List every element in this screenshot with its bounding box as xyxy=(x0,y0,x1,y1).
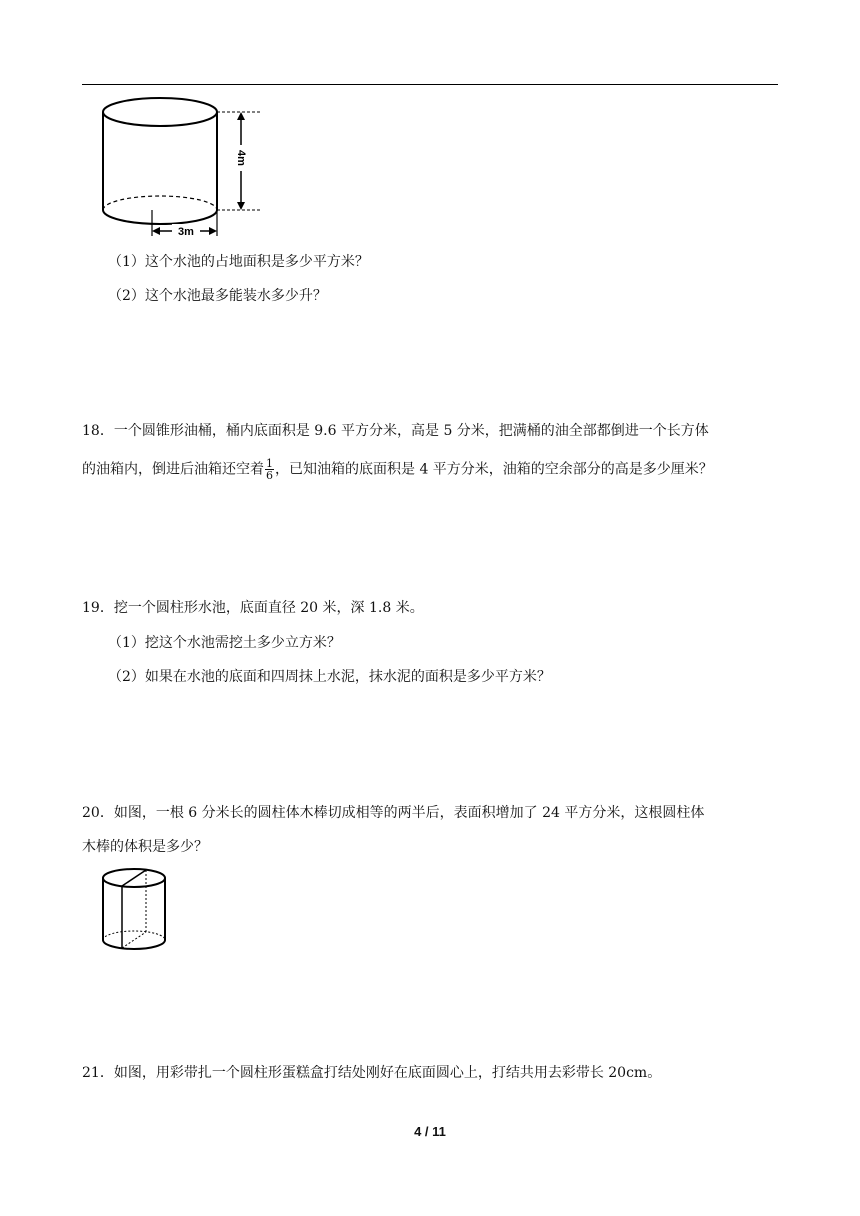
q19-line1 xyxy=(82,598,424,618)
q18-line1 xyxy=(82,421,709,441)
cylinder-pool-figure xyxy=(100,92,270,242)
q20-line1 xyxy=(82,803,704,823)
cut-cylinder-figure xyxy=(100,864,174,954)
q21-number: 21． xyxy=(82,1065,114,1081)
q20-number: 20． xyxy=(82,805,114,821)
header-rule xyxy=(82,84,778,85)
q18-number: 18． xyxy=(82,423,114,439)
pool-top-ellipse xyxy=(103,98,217,126)
q18-frac-denominator: 6 xyxy=(266,469,273,482)
cut-bottom-back xyxy=(103,931,165,940)
cut-bottom-diameter xyxy=(122,932,146,948)
q19-text: 挖一个圆柱形水池，底面直径 20 米，深 1.8 米。 xyxy=(113,600,424,616)
q20-line2: 木棒的体积是多少？ xyxy=(82,839,208,855)
q18-text2b: ，已知油箱的底面积是 4 平方分米，油箱的空余部分的高是多少厘米？ xyxy=(275,461,713,478)
q18-text2a: 的油箱内，倒进后油箱还空着 xyxy=(82,461,264,478)
q18-text1: 一个圆锥形油桶，桶内底面积是 9.6 平方分米，高是 5 分米，把满桶的油全部都倒进一个长方体 xyxy=(113,423,709,439)
pool-bottom-front xyxy=(103,210,217,224)
cut-bottom-front xyxy=(103,940,165,949)
radius-arrow-right xyxy=(209,227,217,235)
q18-line2 xyxy=(82,458,713,481)
q18-fraction xyxy=(265,458,274,481)
height-label: 4m xyxy=(235,150,248,166)
page-number: 4 / 11 xyxy=(414,1124,446,1139)
q17-part2: （2）这个水池最多能装水多少升？ xyxy=(108,288,327,304)
height-arrow-bottom xyxy=(237,202,245,210)
q21-line1 xyxy=(82,1063,661,1083)
height-arrow-top xyxy=(237,112,245,120)
q17-part1: （1）这个水池的占地面积是多少平方米？ xyxy=(108,254,369,270)
pool-bottom-back xyxy=(103,196,217,210)
q19-number: 19． xyxy=(82,600,114,616)
q19-part1: （1）挖这个水池需挖土多少立方米？ xyxy=(108,635,341,651)
radius-arrow-left xyxy=(152,227,160,235)
q21-text: 如图，用彩带扎一个圆柱形蛋糕盒打结处刚好在底面圆心上，打结共用去彩带长 20cm。 xyxy=(113,1065,662,1081)
cut-top-diameter xyxy=(122,870,146,886)
q19-part2: （2）如果在水池的底面和四周抹上水泥，抹水泥的面积是多少平方米？ xyxy=(108,669,551,685)
q20-text1: 如图，一根 6 分米长的圆柱体木棒切成相等的两半后，表面积增加了 24 平方分米，这根圆柱体 xyxy=(113,805,705,821)
radius-label: 3m xyxy=(178,226,194,238)
q18-frac-numerator: 1 xyxy=(266,457,273,470)
